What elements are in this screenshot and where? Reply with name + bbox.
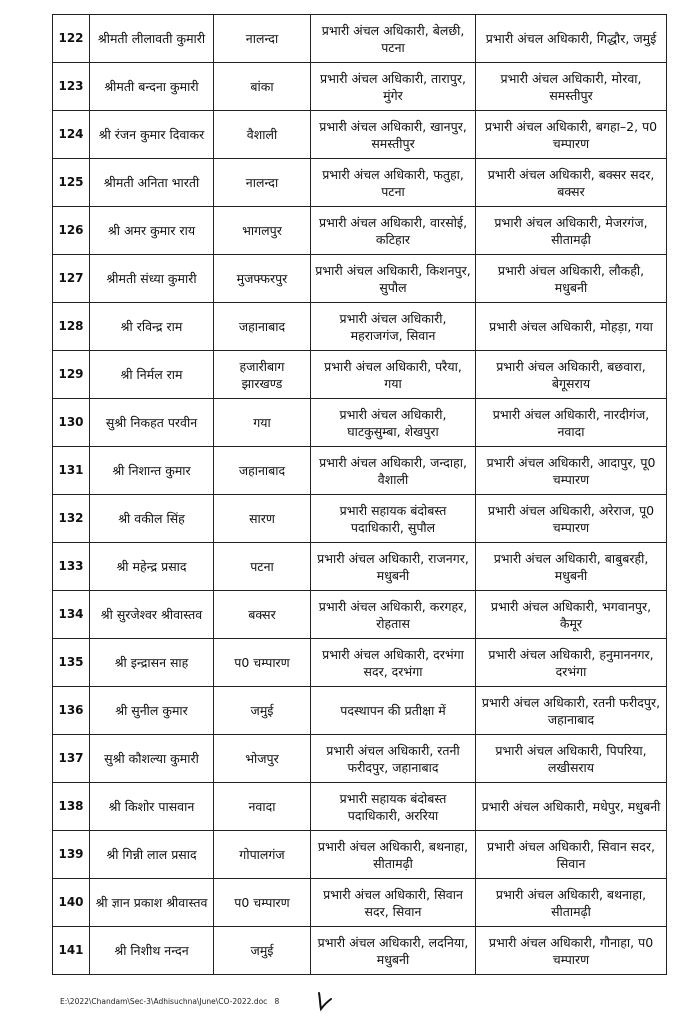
officer-name-cell: सुश्री कौशल्या कुमारी [90, 735, 214, 783]
home-district-cell: हजारीबाग झारखण्ड [214, 351, 311, 399]
serial-number-cell: 124 [53, 111, 90, 159]
officer-name-cell: श्री सुनील कुमार [90, 687, 214, 735]
current-posting-cell: प्रभारी सहायक बंदोबस्त पदाधिकारी, अररिया [311, 783, 476, 831]
home-district-cell: गया [214, 399, 311, 447]
serial-number-cell: 136 [53, 687, 90, 735]
new-posting-cell: प्रभारी अंचल अधिकारी, आदापुर, पू0 चम्पारण [476, 447, 667, 495]
serial-number-cell: 134 [53, 591, 90, 639]
home-district-cell: भागलपुर [214, 207, 311, 255]
table-row [53, 447, 667, 495]
home-district-cell: बक्सर [214, 591, 311, 639]
table-body [53, 15, 667, 975]
current-posting-cell: प्रभारी सहायक बंदोबस्त पदाधिकारी, सुपौल [311, 495, 476, 543]
page-number: 8 [274, 997, 280, 1006]
file-path: E:\2022\Chandam\Sec-3\Adhisuchna\June\CO-2022.doc [60, 997, 268, 1006]
document-footer [60, 997, 279, 1006]
home-district-cell: नालन्दा [214, 15, 311, 63]
current-posting-cell: प्रभारी अंचल अधिकारी, दरभंगा सदर, दरभंगा [311, 639, 476, 687]
officer-name-cell: श्री महेन्द्र प्रसाद [90, 543, 214, 591]
home-district-cell: जमुई [214, 687, 311, 735]
current-posting-cell: प्रभारी अंचल अधिकारी, करगहर, रोहतास [311, 591, 476, 639]
serial-number-cell: 126 [53, 207, 90, 255]
new-posting-cell: प्रभारी अंचल अधिकारी, सिवान सदर, सिवान [476, 831, 667, 879]
serial-number-cell: 132 [53, 495, 90, 543]
current-posting-cell: प्रभारी अंचल अधिकारी, किशनपुर, सुपौल [311, 255, 476, 303]
officer-name-cell: श्री निशान्त कुमार [90, 447, 214, 495]
new-posting-cell: प्रभारी अंचल अधिकारी, बछवारा, बेगूसराय [476, 351, 667, 399]
current-posting-cell: प्रभारी अंचल अधिकारी, बेलछी, पटना [311, 15, 476, 63]
home-district-cell: बांका [214, 63, 311, 111]
officer-name-cell: श्री निशीथ नन्दन [90, 927, 214, 975]
new-posting-cell: प्रभारी अंचल अधिकारी, रतनी फरीदपुर, जहानाबाद [476, 687, 667, 735]
new-posting-cell: प्रभारी अंचल अधिकारी, मोरवा, समस्तीपुर [476, 63, 667, 111]
table-row [53, 255, 667, 303]
table-row [53, 639, 667, 687]
serial-number-cell: 130 [53, 399, 90, 447]
transfer-table [52, 14, 667, 975]
new-posting-cell: प्रभारी अंचल अधिकारी, मेजरगंज, सीतामढ़ी [476, 207, 667, 255]
table-row [53, 831, 667, 879]
table-row [53, 351, 667, 399]
home-district-cell: नवादा [214, 783, 311, 831]
home-district-cell: भोजपुर [214, 735, 311, 783]
home-district-cell: जहानाबाद [214, 303, 311, 351]
officer-name-cell: श्रीमती लीलावती कुमारी [90, 15, 214, 63]
new-posting-cell: प्रभारी अंचल अधिकारी, हनुमाननगर, दरभंगा [476, 639, 667, 687]
serial-number-cell: 123 [53, 63, 90, 111]
officer-name-cell: श्री गिन्नी लाल प्रसाद [90, 831, 214, 879]
table-row [53, 879, 667, 927]
table-row [53, 111, 667, 159]
officer-name-cell: श्रीमती अनिता भारती [90, 159, 214, 207]
new-posting-cell: प्रभारी अंचल अधिकारी, भगवानपुर, कैमूर [476, 591, 667, 639]
current-posting-cell: प्रभारी अंचल अधिकारी, लदनिया, मधुबनी [311, 927, 476, 975]
officer-name-cell: श्री सुरजेश्वर श्रीवास्तव [90, 591, 214, 639]
home-district-cell: प0 चम्पारण [214, 639, 311, 687]
serial-number-cell: 137 [53, 735, 90, 783]
current-posting-cell: प्रभारी अंचल अधिकारी, फतुहा, पटना [311, 159, 476, 207]
serial-number-cell: 133 [53, 543, 90, 591]
new-posting-cell: प्रभारी अंचल अधिकारी, लौकही, मधुबनी [476, 255, 667, 303]
current-posting-cell: प्रभारी अंचल अधिकारी, वारसोई, कटिहार [311, 207, 476, 255]
home-district-cell: गोपालगंज [214, 831, 311, 879]
current-posting-cell: प्रभारी अंचल अधिकारी, घाटकुसुम्बा, शेखपुरा [311, 399, 476, 447]
serial-number-cell: 141 [53, 927, 90, 975]
serial-number-cell: 128 [53, 303, 90, 351]
current-posting-cell: प्रभारी अंचल अधिकारी, तारापुर, मुंगेर [311, 63, 476, 111]
new-posting-cell: प्रभारी अंचल अधिकारी, बगहा–2, प0 चम्पारण [476, 111, 667, 159]
serial-number-cell: 139 [53, 831, 90, 879]
home-district-cell: सारण [214, 495, 311, 543]
serial-number-cell: 127 [53, 255, 90, 303]
current-posting-cell: प्रभारी अंचल अधिकारी, महराजगंज, सिवान [311, 303, 476, 351]
table-row [53, 159, 667, 207]
current-posting-cell: प्रभारी अंचल अधिकारी, बथनाहा, सीतामढ़ी [311, 831, 476, 879]
officer-name-cell: श्रीमती संध्या कुमारी [90, 255, 214, 303]
officer-name-cell: श्री रंजन कुमार दिवाकर [90, 111, 214, 159]
new-posting-cell: प्रभारी अंचल अधिकारी, पिपरिया, लखीसराय [476, 735, 667, 783]
new-posting-cell: प्रभारी अंचल अधिकारी, गौनाहा, प0 चम्पारण [476, 927, 667, 975]
serial-number-cell: 140 [53, 879, 90, 927]
serial-number-cell: 122 [53, 15, 90, 63]
table-row [53, 927, 667, 975]
home-district-cell: पटना [214, 543, 311, 591]
current-posting-cell: प्रभारी अंचल अधिकारी, खानपुर, समस्तीपुर [311, 111, 476, 159]
officer-name-cell: श्री निर्मल राम [90, 351, 214, 399]
table-row [53, 303, 667, 351]
table-row [53, 495, 667, 543]
new-posting-cell: प्रभारी अंचल अधिकारी, बाबुबरही, मधुबनी [476, 543, 667, 591]
officer-name-cell: श्री वकील सिंह [90, 495, 214, 543]
new-posting-cell: प्रभारी अंचल अधिकारी, नारदीगंज, नवादा [476, 399, 667, 447]
new-posting-cell: प्रभारी अंचल अधिकारी, गिद्धौर, जमुई [476, 15, 667, 63]
current-posting-cell: प्रभारी अंचल अधिकारी, सिवान सदर, सिवान [311, 879, 476, 927]
officer-name-cell: श्री अमर कुमार राय [90, 207, 214, 255]
home-district-cell: मुजफ्फरपुर [214, 255, 311, 303]
home-district-cell: नालन्दा [214, 159, 311, 207]
new-posting-cell: प्रभारी अंचल अधिकारी, मधेपुर, मधुबनी [476, 783, 667, 831]
initial-mark-icon [312, 990, 334, 1012]
table-row [53, 687, 667, 735]
serial-number-cell: 125 [53, 159, 90, 207]
current-posting-cell: प्रभारी अंचल अधिकारी, परैया, गया [311, 351, 476, 399]
table-row [53, 207, 667, 255]
table-row [53, 399, 667, 447]
officer-name-cell: श्री ज्ञान प्रकाश श्रीवास्तव [90, 879, 214, 927]
serial-number-cell: 131 [53, 447, 90, 495]
table-row [53, 63, 667, 111]
home-district-cell: प0 चम्पारण [214, 879, 311, 927]
current-posting-cell: प्रभारी अंचल अधिकारी, जन्दाहा, वैशाली [311, 447, 476, 495]
officer-name-cell: सुश्री निकहत परवीन [90, 399, 214, 447]
table-row [53, 543, 667, 591]
serial-number-cell: 138 [53, 783, 90, 831]
table-row [53, 783, 667, 831]
serial-number-cell: 129 [53, 351, 90, 399]
home-district-cell: वैशाली [214, 111, 311, 159]
home-district-cell: जमुई [214, 927, 311, 975]
current-posting-cell: पदस्थापन की प्रतीक्षा में [311, 687, 476, 735]
table-row [53, 15, 667, 63]
new-posting-cell: प्रभारी अंचल अधिकारी, अरेराज, पू0 चम्पारण [476, 495, 667, 543]
new-posting-cell: प्रभारी अंचल अधिकारी, बक्सर सदर, बक्सर [476, 159, 667, 207]
current-posting-cell: प्रभारी अंचल अधिकारी, रतनी फरीदपुर, जहानाबाद [311, 735, 476, 783]
new-posting-cell: प्रभारी अंचल अधिकारी, बथनाहा, सीतामढ़ी [476, 879, 667, 927]
current-posting-cell: प्रभारी अंचल अधिकारी, राजनगर, मधुबनी [311, 543, 476, 591]
table-row [53, 591, 667, 639]
new-posting-cell: प्रभारी अंचल अधिकारी, मोहड़ा, गया [476, 303, 667, 351]
officer-name-cell: श्री किशोर पासवान [90, 783, 214, 831]
serial-number-cell: 135 [53, 639, 90, 687]
officer-name-cell: श्री रविन्द्र राम [90, 303, 214, 351]
officer-name-cell: श्री इन्द्रासन साह [90, 639, 214, 687]
table-row [53, 735, 667, 783]
officer-name-cell: श्रीमती बन्दना कुमारी [90, 63, 214, 111]
home-district-cell: जहानाबाद [214, 447, 311, 495]
